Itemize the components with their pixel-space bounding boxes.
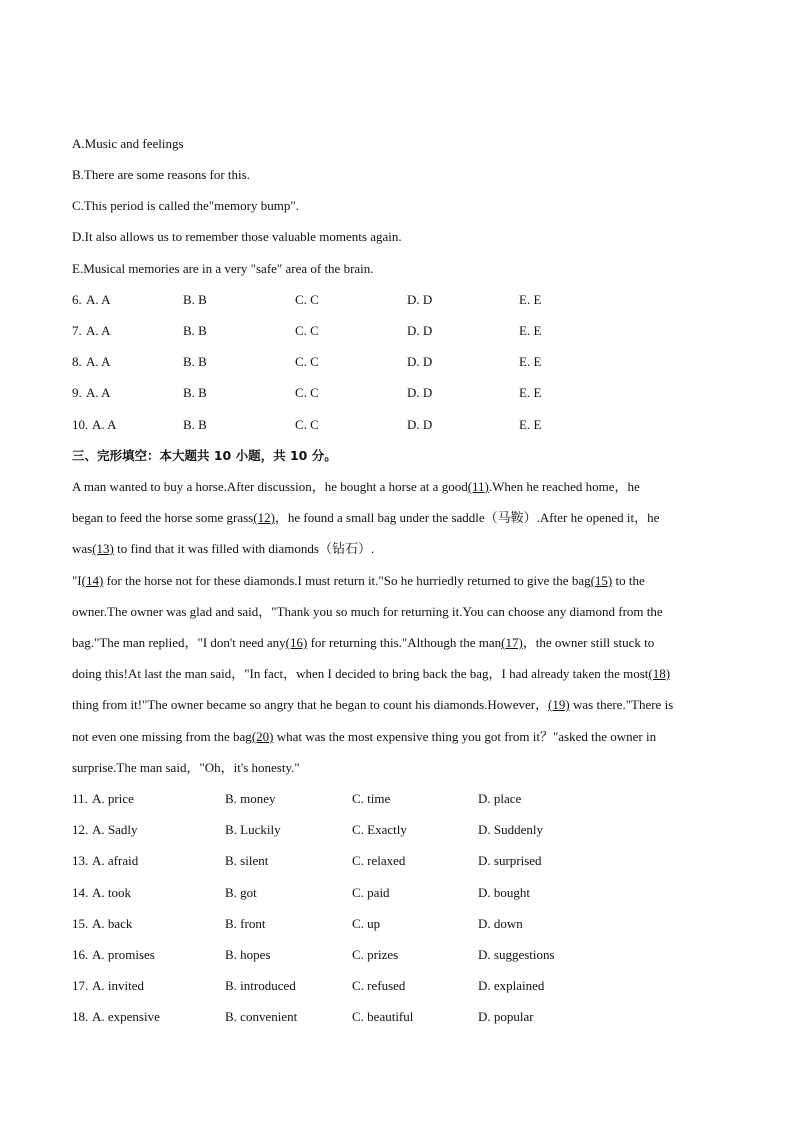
passage-text: ，he found a small bag under the saddle（马鞍）.After he opened it，he (274, 510, 660, 525)
sentence-option-d: D.It also allows us to remember those valuable moments again. (72, 229, 402, 244)
passage-text: was (72, 541, 93, 556)
choice-b: B. money (225, 791, 276, 806)
choice-d: D. Suddenly (478, 822, 543, 837)
blank-16: (16) (285, 635, 308, 650)
choice-d: D. surprised (478, 853, 542, 868)
choice-a: A. A (86, 354, 111, 369)
passage-line (72, 635, 654, 651)
choice-c: C. paid (352, 885, 390, 900)
passage-line (72, 479, 640, 495)
choice-a: A. A (86, 292, 111, 307)
section-heading: 三、完形填空：本大题共 10 小题，共 10 分。 (72, 448, 337, 463)
choice-b: B. introduced (225, 978, 296, 993)
question-number: 15. (72, 916, 89, 931)
sentence-option-b: B.There are some reasons for this. (72, 167, 250, 182)
passage-text: what was the most expensive thing you got from it？"asked the owner in (273, 729, 657, 744)
passage-text: ，the owner still stuck to (522, 635, 655, 650)
passage-text: thing from it!"The owner became so angry that he began to count his diamonds.However， (72, 697, 549, 712)
passage-line (72, 510, 659, 526)
choice-a: A. A (86, 323, 111, 338)
passage-text: to find that it was filled with diamonds（钻石）. (113, 541, 375, 556)
choice-b: B. B (183, 385, 207, 400)
passage-text: began to feed the horse some grass (72, 510, 254, 525)
choice-b: B. got (225, 885, 257, 900)
choice-d: D. D (407, 292, 433, 307)
question-row (72, 853, 732, 869)
passage-text: for the horse not for these diamonds.I must return it."So he hurriedly returned to give the bag (103, 573, 591, 588)
choice-b: B. B (183, 417, 207, 432)
choice-d: D. D (407, 354, 433, 369)
question-row (72, 292, 732, 308)
choice-c: C. refused (352, 978, 406, 993)
question-number: 9. (72, 385, 82, 400)
question-row (72, 1009, 732, 1025)
sentence-option-e: E.Musical memories are in a very "safe" area of the brain. (72, 261, 374, 276)
choice-d: D. bought (478, 885, 530, 900)
blank-17: (17) (501, 635, 523, 650)
question-row (72, 947, 732, 963)
choice-a: A. back (92, 916, 133, 931)
question-number: 12. (72, 822, 89, 837)
choice-d: D. down (478, 916, 523, 931)
choice-b: B. convenient (225, 1009, 298, 1024)
choice-b: B. hopes (225, 947, 271, 962)
choice-c: C. C (295, 323, 319, 338)
choice-c: C. C (295, 417, 319, 432)
passage-line: owner.The owner was glad and said，"Thank you so much for returning it.You can choose any diamond from the (72, 604, 663, 619)
question-number: 14. (72, 885, 89, 900)
choice-d: D. D (407, 385, 433, 400)
choice-b: B. B (183, 354, 207, 369)
choice-a: A. promises (92, 947, 155, 962)
choice-a: A. afraid (92, 853, 139, 868)
passage-line (72, 573, 645, 589)
choice-a: A. expensive (92, 1009, 160, 1024)
passage-line (72, 666, 670, 682)
choice-e: E. E (519, 354, 542, 369)
choice-e: E. E (519, 323, 542, 338)
passage-line (72, 541, 374, 557)
choice-d: D. suggestions (478, 947, 555, 962)
blank-11: (11) (467, 479, 489, 494)
choice-a: A. invited (92, 978, 144, 993)
blank-15: (15) (590, 573, 613, 588)
question-row (72, 385, 732, 401)
question-number: 16. (72, 947, 89, 962)
blank-12: (12) (253, 510, 275, 525)
choice-c: C. Exactly (352, 822, 407, 837)
sentence-option-c: C.This period is called the"memory bump". (72, 198, 299, 213)
question-number: 11. (72, 791, 88, 806)
passage-text: .When he reached home，he (488, 479, 640, 494)
passage-line (72, 729, 656, 745)
question-number: 10. (72, 417, 89, 432)
choice-c: C. C (295, 292, 319, 307)
choice-b: B. B (183, 292, 207, 307)
passage-text: for returning this."Although the man (307, 635, 502, 650)
choice-d: D. popular (478, 1009, 534, 1024)
choice-c: C. up (352, 916, 381, 931)
choice-c: C. prizes (352, 947, 399, 962)
question-row (72, 354, 732, 370)
passage-text: to the (612, 573, 645, 588)
choice-b: B. silent (225, 853, 269, 868)
question-row (72, 822, 732, 838)
passage-text: not even one missing from the bag (72, 729, 252, 744)
question-number: 8. (72, 354, 82, 369)
choice-e: E. E (519, 385, 542, 400)
choice-c: C. C (295, 385, 319, 400)
passage-text: "I (72, 573, 82, 588)
blank-14: (14) (81, 573, 104, 588)
question-row (72, 791, 732, 807)
choice-a: A. price (92, 791, 134, 806)
passage-text: doing this!At last the man said，"In fact，when I decided to bring back the bag，I had already taken the most (72, 666, 649, 681)
choice-c: C. beautiful (352, 1009, 414, 1024)
choice-b: B. B (183, 323, 207, 338)
blank-20: (20) (251, 729, 274, 744)
choice-a: A. took (92, 885, 131, 900)
passage-text: bag."The man replied，"I don't need any (72, 635, 286, 650)
choice-d: D. D (407, 417, 433, 432)
choice-a: A. Sadly (92, 822, 138, 837)
question-row (72, 885, 732, 901)
choice-d: D. explained (478, 978, 545, 993)
question-row (72, 323, 732, 339)
question-number: 7. (72, 323, 82, 338)
choice-c: C. time (352, 791, 391, 806)
blank-19: (19) (548, 697, 570, 712)
question-row (72, 417, 732, 433)
choice-b: B. front (225, 916, 266, 931)
question-number: 18. (72, 1009, 89, 1024)
choice-b: B. Luckily (225, 822, 281, 837)
choice-c: C. C (295, 354, 319, 369)
blank-18: (18) (648, 666, 671, 681)
choice-d: D. D (407, 323, 433, 338)
passage-text: was there."There is (569, 697, 674, 712)
blank-13: (13) (92, 541, 114, 556)
passage-text: A man wanted to buy a horse.After discussion，he bought a horse at a good (72, 479, 468, 494)
question-row (72, 978, 732, 994)
sentence-option-a: A.Music and feelings (72, 136, 184, 151)
choice-e: E. E (519, 292, 542, 307)
choice-c: C. relaxed (352, 853, 406, 868)
choice-a: A. A (92, 417, 117, 432)
choice-e: E. E (519, 417, 542, 432)
question-number: 17. (72, 978, 89, 993)
choice-a: A. A (86, 385, 111, 400)
passage-line (72, 697, 673, 713)
choice-d: D. place (478, 791, 522, 806)
question-number: 13. (72, 853, 89, 868)
question-row (72, 916, 732, 932)
question-number: 6. (72, 292, 82, 307)
passage-line: surprise.The man said，"Oh，it's honesty." (72, 760, 300, 775)
